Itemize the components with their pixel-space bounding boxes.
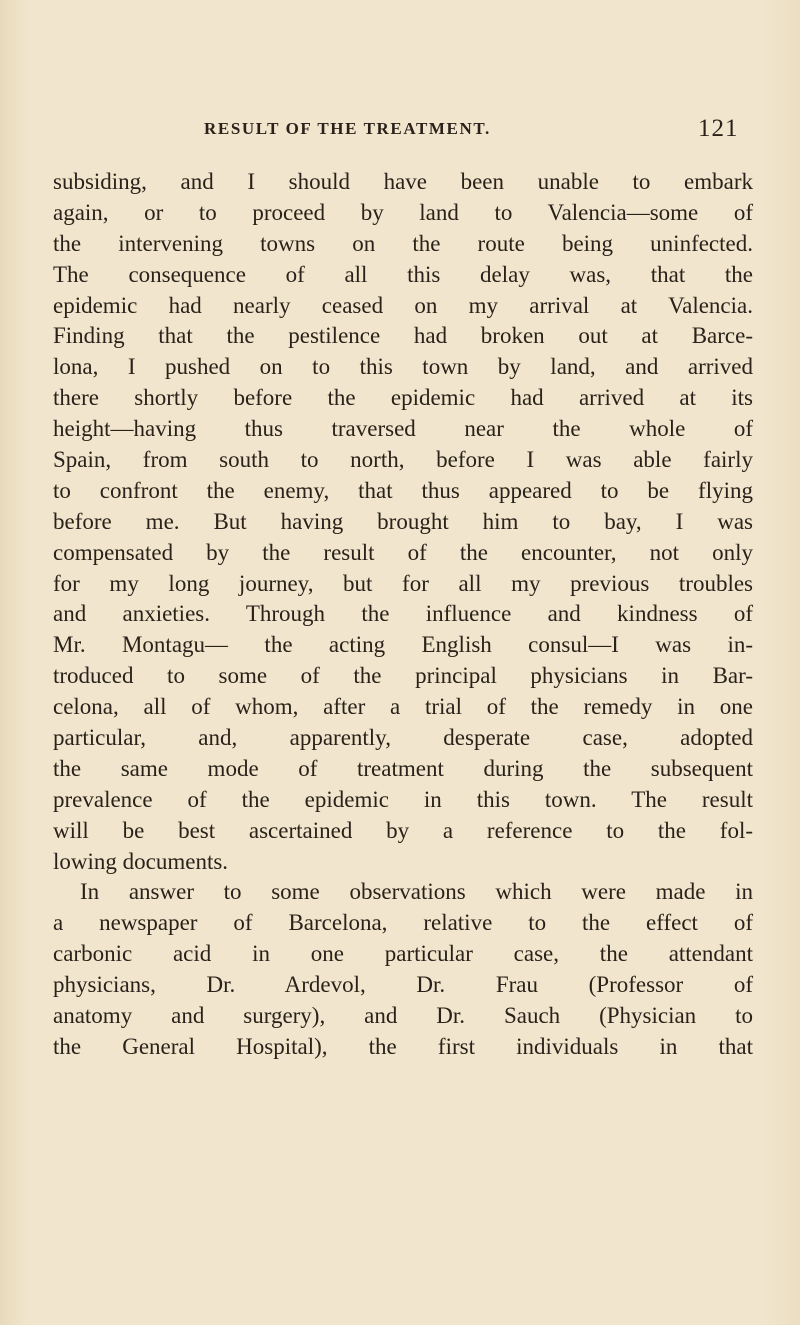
paragraph-start-line: In answer to some observations which were made in — [80, 879, 753, 905]
text-line: anatomy and surgery), and Dr. Sauch (Physician to — [53, 1003, 753, 1029]
text-line: will be best ascertained by a reference to the fol- — [53, 817, 753, 843]
text-line: carbonic acid in one particular case, the attendant — [53, 941, 753, 967]
text-line: there shortly before the epidemic had arrived at its — [53, 385, 753, 411]
text-line: The consequence of all this delay was, that the — [53, 261, 753, 287]
body-text — [53, 167, 753, 1063]
paragraph-end-line: lowing documents. — [53, 848, 229, 874]
text-line: subsiding, and I should have been unable to embark — [53, 169, 753, 194]
text-line: compensated by the result of the encounter, not only — [53, 539, 753, 565]
text-line: Mr. Montagu— the acting English consul—I was in- — [53, 632, 753, 658]
text-line: for my long journey, but for all my previous troubles — [53, 570, 753, 596]
text-line: to confront the enemy, that thus appeared to be flying — [53, 477, 753, 503]
text-line: lona, I pushed on to this town by land, and arrived — [53, 354, 753, 380]
text-line: the intervening towns on the route being uninfected. — [53, 230, 753, 256]
text-line: a newspaper of Barcelona, relative to the effect of — [53, 910, 753, 936]
text-line: prevalence of the epidemic in this town. The result — [53, 786, 753, 812]
running-head: RESULT OF THE TREATMENT. — [204, 119, 491, 138]
text-line: and anxieties. Through the influence and kindness of — [53, 601, 753, 627]
text-line: before me. But having brought him to bay, I was — [53, 508, 753, 534]
text-line: troduced to some of the principal physicians in Bar- — [53, 663, 753, 689]
text-line: particular, and, apparently, desperate case, adopted — [53, 725, 753, 751]
text-line: Spain, from south to north, before I was able fairly — [53, 447, 753, 473]
page-number: 121 — [698, 115, 739, 142]
text-line: Finding that the pestilence had broken out at Barce- — [53, 323, 753, 349]
text-line: height—having thus traversed near the whole of — [53, 416, 753, 442]
page-header — [0, 115, 800, 151]
text-line: physicians, Dr. Ardevol, Dr. Frau (Professor of — [53, 972, 753, 998]
text-line: the same mode of treatment during the subsequent — [53, 755, 753, 781]
text-line: the General Hospital), the first individuals in that — [53, 1033, 753, 1059]
text-line: epidemic had nearly ceased on my arrival at Valencia. — [53, 292, 753, 318]
text-line: again, or to proceed by land to Valencia—some of — [53, 199, 753, 225]
text-line: celona, all of whom, after a trial of the remedy in one — [53, 694, 753, 720]
